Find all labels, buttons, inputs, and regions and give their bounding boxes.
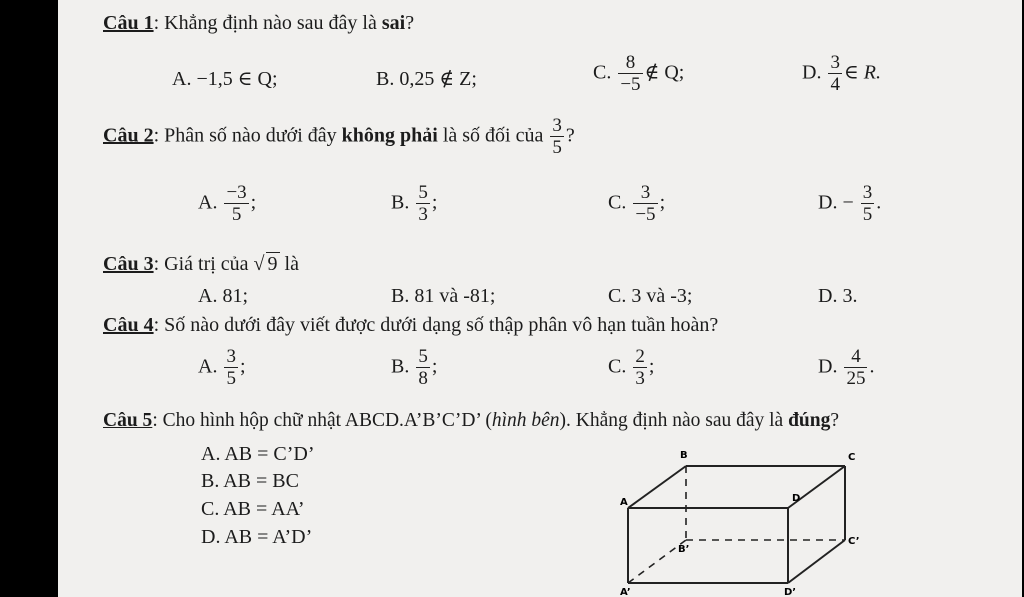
q1-c-num: 8: [618, 52, 642, 74]
vertex-d-label: D: [792, 493, 801, 504]
question-2-text: : Phân số nào dưới đây: [153, 124, 342, 147]
question-3-stem: [103, 252, 299, 276]
q2-b-fraction: [416, 182, 430, 226]
vertex-a-label: A: [620, 497, 628, 508]
question-3-end: là: [279, 253, 299, 275]
q4-option-a[interactable]: [198, 346, 246, 390]
vertex-b1-label: B’: [678, 544, 690, 555]
question-5-label: Câu 5: [103, 410, 153, 431]
q4-c-suffix: ;: [648, 355, 655, 378]
q1-d-den: 4: [830, 74, 840, 96]
q2-d-suffix: .: [876, 191, 882, 214]
q4-c-prefix: C.: [608, 355, 627, 378]
q2-b-suffix: ;: [431, 191, 438, 214]
q5-option-c[interactable]: C. AB = AA’: [201, 498, 305, 520]
q2-c-fraction: [633, 182, 657, 226]
q2-a-suffix: ;: [250, 191, 257, 214]
q4-b-num: 5: [418, 346, 428, 367]
q4-b-fraction: [416, 346, 430, 390]
question-1-label: Câu 1: [103, 12, 154, 34]
question-5-stem: [103, 410, 839, 432]
q3-option-b[interactable]: B. 81 và -81;: [391, 285, 496, 307]
question-2-end: ?: [565, 124, 575, 147]
q1-d-num: 3: [830, 52, 840, 73]
q4-a-num: 3: [226, 346, 236, 367]
q4-d-fraction: [844, 346, 867, 390]
q2-stem-den: 5: [552, 137, 562, 159]
question-2-text-after: là số đối của: [437, 124, 544, 147]
question-2-stem: [103, 115, 575, 159]
q2-c-den: −5: [635, 204, 656, 226]
q4-option-c[interactable]: [608, 346, 654, 390]
q4-option-b[interactable]: [391, 346, 437, 390]
question-3-text: : Giá trị của: [153, 253, 254, 275]
q5-option-d[interactable]: D. AB = A’D’: [201, 526, 313, 548]
q2-option-d[interactable]: [818, 182, 881, 226]
q4-a-prefix: A.: [198, 355, 218, 378]
q2-stem-fraction: [550, 115, 564, 159]
q4-c-fraction: [633, 346, 647, 390]
q2-a-prefix: A.: [198, 191, 218, 214]
q1-option-b[interactable]: B. 0,25 ∉ Z;: [376, 68, 477, 90]
question-5-end: ?: [830, 410, 840, 431]
q2-stem-num: 3: [552, 115, 562, 136]
vertex-c1-label: C’: [848, 536, 860, 547]
vertex-c-label: C: [848, 452, 856, 463]
question-5-italic: hình bên: [491, 410, 560, 431]
q4-d-prefix: D.: [818, 355, 838, 378]
q2-option-c[interactable]: [608, 182, 665, 226]
question-1-text: : Khẳng định nào sau đây là: [153, 12, 382, 34]
q1-c-fraction: [618, 52, 642, 96]
q2-c-suffix: ;: [659, 191, 666, 214]
question-3-label: Câu 3: [103, 253, 154, 275]
q4-b-prefix: B.: [391, 355, 410, 378]
question-5-bold: đúng: [788, 410, 831, 431]
q2-b-num: 5: [418, 182, 428, 203]
q2-d-den: 5: [862, 204, 873, 226]
q5-option-a[interactable]: A. AB = C’D’: [201, 443, 315, 465]
q2-d-num: 3: [862, 182, 873, 203]
q2-b-prefix: B.: [391, 191, 410, 214]
q4-a-suffix: ;: [239, 355, 246, 378]
question-1-bold: sai: [381, 12, 406, 34]
question-2-bold: không phải: [341, 124, 438, 147]
vertex-a1-label: A’: [620, 587, 631, 597]
q5-option-b[interactable]: B. AB = BC: [201, 470, 299, 492]
question-2-label: Câu 2: [103, 124, 154, 147]
q1-option-d[interactable]: [802, 52, 881, 96]
vertex-b-label: B: [680, 450, 688, 461]
q1-c-den: −5: [620, 74, 641, 96]
q4-c-num: 2: [635, 346, 645, 367]
q1-option-c[interactable]: [593, 52, 684, 96]
q2-c-prefix: C.: [608, 191, 627, 214]
q2-a-den: 5: [231, 204, 242, 226]
q4-b-den: 8: [418, 368, 428, 390]
question-4-stem: [103, 314, 718, 337]
q3-option-c[interactable]: C. 3 và -3;: [608, 285, 693, 307]
q3-radicand: 9: [267, 253, 278, 275]
q1-c-suffix: ∉ Q;: [644, 61, 685, 84]
worksheet-page: [58, 0, 1022, 597]
q2-option-b[interactable]: [391, 182, 437, 226]
q1-c-prefix: C.: [593, 61, 612, 84]
q1-d-fraction: [828, 52, 842, 96]
q4-b-suffix: ;: [431, 355, 438, 378]
box-figure: [608, 448, 908, 597]
q2-d-prefix: D. −: [818, 191, 854, 214]
q2-a-fraction: [224, 182, 248, 226]
q4-a-den: 5: [226, 368, 236, 390]
q4-d-suffix: .: [869, 355, 875, 378]
q4-d-den: 25: [846, 368, 866, 390]
question-4-label: Câu 4: [103, 314, 154, 336]
question-5-text-mid: ). Khẳng định nào sau đây là: [559, 410, 789, 431]
q2-a-num: −3: [226, 182, 247, 203]
q2-option-a[interactable]: [198, 182, 256, 226]
q3-option-d[interactable]: D. 3.: [818, 285, 858, 307]
q2-d-fraction: [861, 182, 875, 226]
sqrt-icon: √: [253, 253, 265, 275]
q4-d-num: 4: [844, 346, 867, 368]
question-5-text: : Cho hình hộp chữ nhật ABCD.A’B’C’D’ (: [152, 410, 492, 431]
question-1-end: ?: [405, 12, 415, 34]
q1-d-prefix: D.: [802, 61, 822, 84]
edge-ab: [628, 466, 686, 508]
q4-a-fraction: [224, 346, 238, 390]
q2-b-den: 3: [418, 204, 428, 226]
q4-option-d[interactable]: [818, 346, 874, 390]
q2-c-num: 3: [633, 182, 657, 204]
q1-option-a[interactable]: A. −1,5 ∈ Q;: [172, 68, 278, 90]
q4-c-den: 3: [635, 368, 645, 390]
q1-d-suffix: ∈ R.: [843, 61, 881, 84]
q3-option-a[interactable]: A. 81;: [198, 285, 248, 307]
edge-d1c1: [788, 540, 845, 583]
question-4-text: : Số nào dưới đây viết được dưới dạng số thập phân vô hạn tuần hoàn?: [153, 314, 719, 336]
vertex-d1-label: D’: [784, 587, 797, 597]
question-1-stem: [103, 12, 414, 35]
